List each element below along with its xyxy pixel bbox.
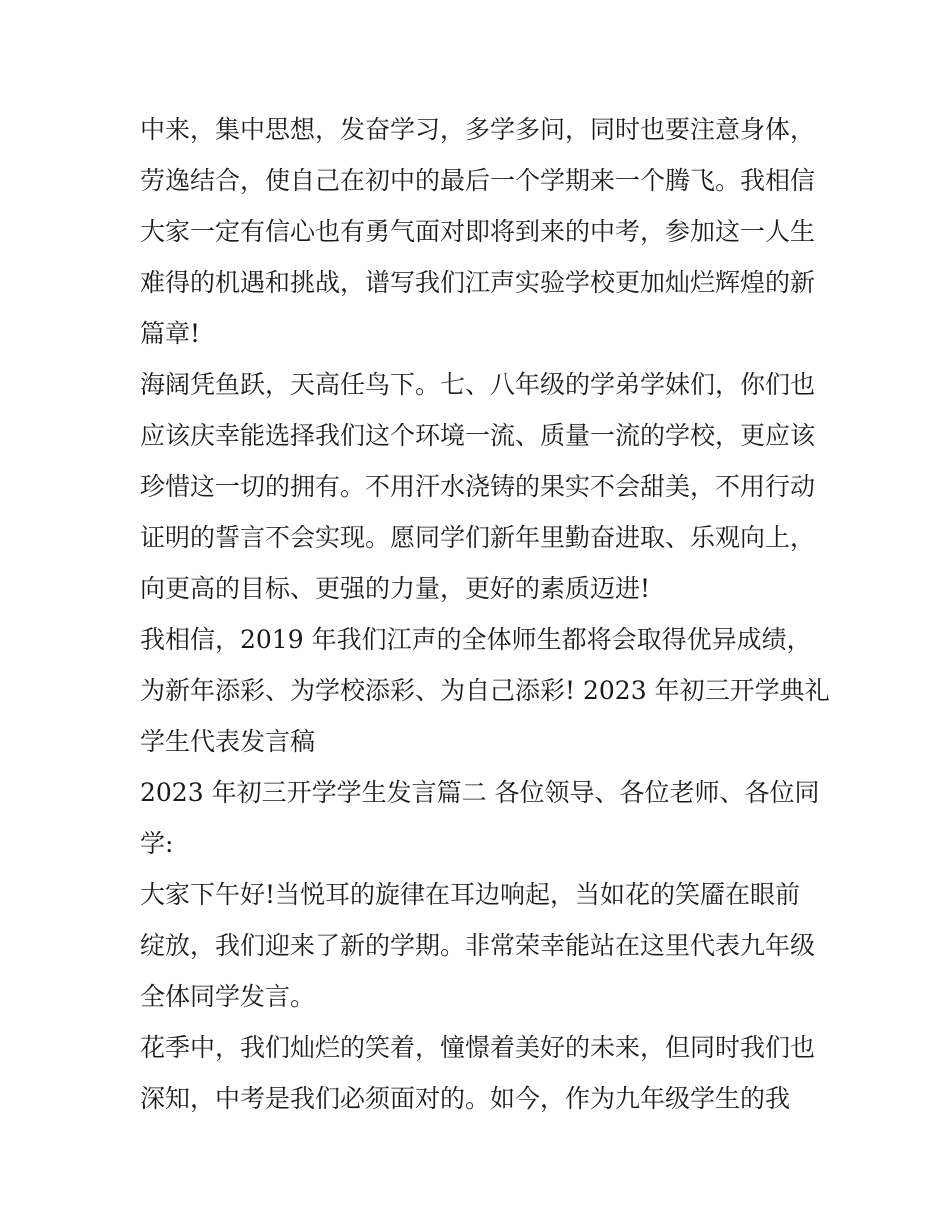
text-line: 难得的机遇和挑战，谱写我们江声实验学校更加灿烂辉煌的新 (140, 268, 816, 297)
text-line: 学: (140, 829, 174, 858)
text-line: 我相信，2019 年我们江声的全体师生都将会取得优异成绩， (140, 625, 812, 654)
text-line: 向更高的目标、更强的力量，更好的素质迈进! (140, 574, 651, 603)
text-line: 劳逸结合，使自己在初中的最后一个学期来一个腾飞。我相信 (140, 166, 816, 195)
text-line: 篇章! (140, 319, 201, 348)
text-line: 海阔凭鱼跃，天高任鸟下。七、八年级的学弟学妹们，你们也 (140, 370, 816, 399)
text-line: 花季中，我们灿烂的笑着，憧憬着美好的未来，但同时我们也 (140, 1033, 816, 1062)
text-line: 学生代表发言稿 (140, 727, 316, 756)
text-line: 为新年添彩、为学校添彩、为自己添彩! 2023 年初三开学典礼 (140, 676, 830, 705)
text-line: 应该庆幸能选择我们这个环境一流、质量一流的学校，更应该 (140, 421, 816, 450)
text-line: 中来，集中思想，发奋学习，多学多问，同时也要注意身体， (140, 115, 816, 144)
text-line: 全体同学发言。 (140, 982, 316, 1011)
text-line: 证明的誓言不会实现。愿同学们新年里勤奋进取、乐观向上， (140, 523, 816, 552)
text-line: 珍惜这一切的拥有。不用汗水浇铸的果实不会甜美，不用行动 (140, 472, 816, 501)
text-line: 深知，中考是我们必须面对的。如今，作为九年级学生的我 (140, 1084, 791, 1113)
text-line: 绽放，我们迎来了新的学期。非常荣幸能站在这里代表九年级 (140, 931, 816, 960)
text-line: 2023 年初三开学学生发言篇二 各位领导、各位老师、各位同 (140, 778, 820, 807)
body-text (140, 104, 830, 1124)
text-line: 大家下午好!当悦耳的旋律在耳边响起，当如花的笑靥在眼前 (140, 880, 801, 909)
text-line: 大家一定有信心也有勇气面对即将到来的中考，参加这一人生 (140, 217, 816, 246)
